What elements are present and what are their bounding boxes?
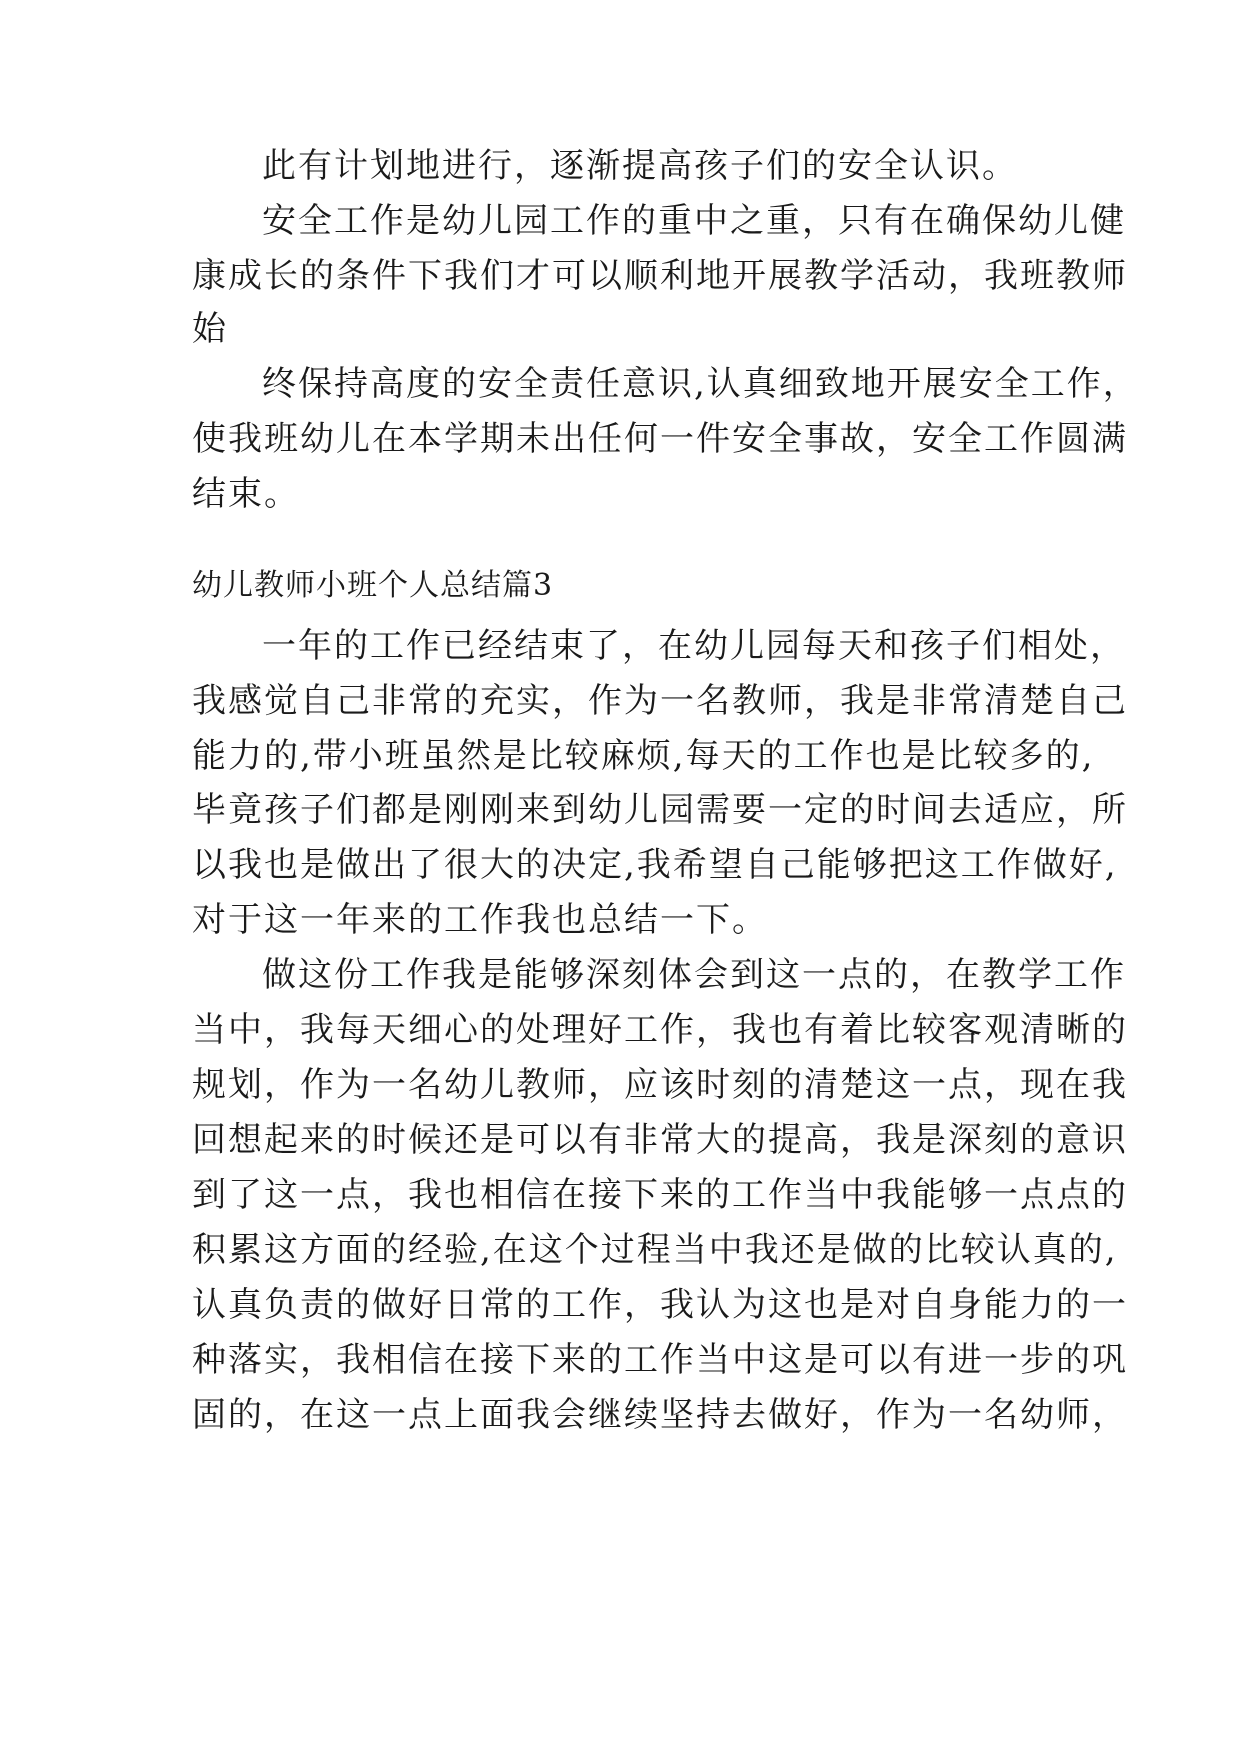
- paragraph-line: 固的，在这一点上面我会继续坚持去做好，作为一名幼师，: [192, 1395, 1128, 1435]
- paragraph-line: 我感觉自己非常的充实，作为一名教师，我是非常清楚自己: [192, 681, 1128, 721]
- paragraph-line: 能力的,带小班虽然是比较麻烦,每天的工作也是比较多的,: [192, 736, 1095, 776]
- paragraph-line: 康成长的条件下我们才可以顺利地开展教学活动，我班教师: [192, 256, 1128, 296]
- paragraph-line: 回想起来的时候还是可以有非常大的提高，我是深刻的意识: [192, 1120, 1128, 1160]
- paragraph-line: 终保持高度的安全责任意识,认真细致地开展安全工作，: [262, 364, 1139, 404]
- paragraph-line: 毕竟孩子们都是刚刚来到幼儿园需要一定的时间去适应，所: [192, 790, 1128, 830]
- paragraph-line: 以我也是做出了很大的决定,我希望自己能够把这工作做好,: [192, 845, 1118, 885]
- paragraph-line: 对于这一年来的工作我也总结一下。: [192, 900, 768, 940]
- paragraph-line: 认真负责的做好日常的工作，我认为这也是对自身能力的一: [192, 1285, 1128, 1325]
- paragraph-line: 积累这方面的经验,在这个过程当中我还是做的比较认真的,: [192, 1230, 1118, 1270]
- paragraph-line: 当中，我每天细心的处理好工作，我也有着比较客观清晰的: [192, 1010, 1128, 1050]
- paragraph-line: 使我班幼儿在本学期未出任何一件安全事故，安全工作圆满: [192, 419, 1128, 459]
- paragraph-line: 一年的工作已经结束了，在幼儿园每天和孩子们相处，: [262, 626, 1126, 666]
- paragraph-line: 到了这一点，我也相信在接下来的工作当中我能够一点点的: [192, 1175, 1128, 1215]
- paragraph-line: 始: [192, 309, 228, 349]
- paragraph-line: 安全工作是幼儿园工作的重中之重，只有在确保幼儿健: [262, 201, 1126, 241]
- paragraph-line: 结束。: [192, 474, 300, 514]
- paragraph-line: 规划，作为一名幼儿教师，应该时刻的清楚这一点，现在我: [192, 1065, 1128, 1105]
- section-heading: 幼儿教师小班个人总结篇3: [192, 568, 554, 603]
- paragraph-line: 种落实，我相信在接下来的工作当中这是可以有进一步的巩: [192, 1340, 1128, 1380]
- paragraph-line: 此有计划地进行，逐渐提高孩子们的安全认识。: [262, 146, 1018, 186]
- paragraph-line: 做这份工作我是能够深刻体会到这一点的，在教学工作: [262, 955, 1126, 995]
